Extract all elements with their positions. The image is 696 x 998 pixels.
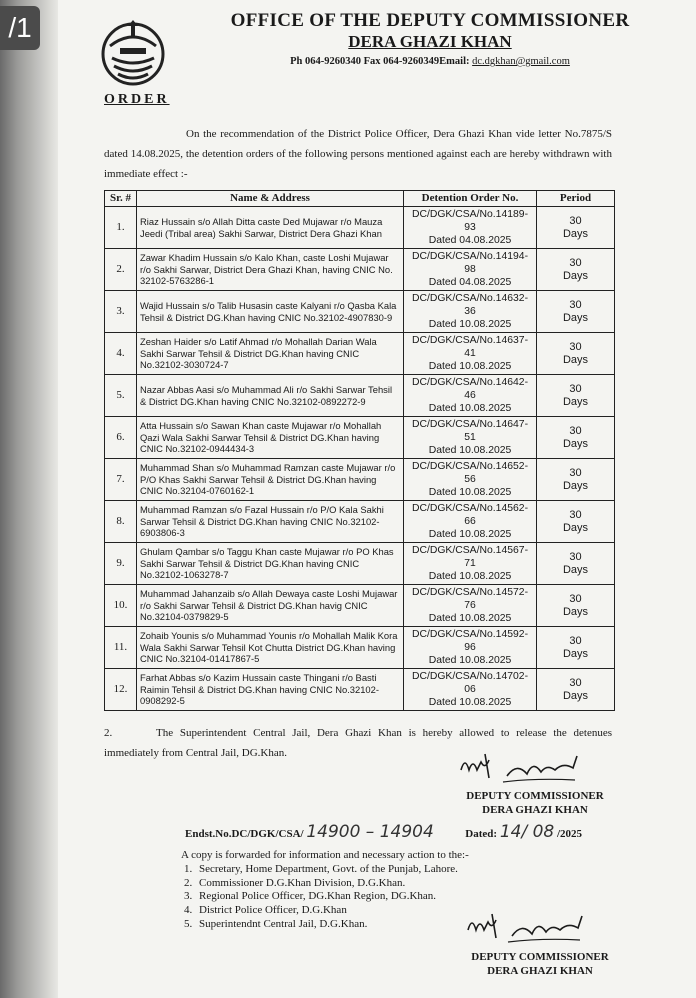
row-period-cell bbox=[537, 375, 615, 417]
row-period-unit: Days bbox=[562, 605, 589, 618]
row-sr: 8. bbox=[105, 501, 137, 543]
row-period-value: 30 bbox=[569, 634, 582, 647]
row-order-no: DC/DGK/CSA/No.14637-41 bbox=[411, 335, 529, 359]
row-order-date: Dated 04.08.2025 bbox=[428, 235, 512, 246]
row-name-address: Atta Hussain s/o Sawan Khan caste Mujawar r/o Mohallah Qazi Wala Sakhi Sarwar Tehsil & District DG.Khan having CNIC No.32102-0944434-3 bbox=[137, 417, 404, 459]
recipient-item: 1. Secretary, Home Department, Govt. of the Punjab, Lahore. bbox=[195, 863, 469, 877]
row-period-cell bbox=[537, 207, 615, 249]
table-row bbox=[105, 669, 615, 711]
row-order-cell bbox=[404, 543, 537, 585]
row-sr: 9. bbox=[105, 543, 137, 585]
row-period-value: 30 bbox=[569, 214, 582, 227]
recipient-item: 3. Regional Police Officer, DG.Khan Region, DG.Khan. bbox=[195, 890, 469, 904]
row-order-no: DC/DGK/CSA/No.14567-71 bbox=[411, 545, 529, 569]
row-order-date: Dated 10.08.2025 bbox=[428, 445, 512, 456]
endst-date-handwritten: 14/ 08 bbox=[499, 822, 555, 842]
row-name-address: Muhammad Jahanzaib s/o Allah Dewaya caste Loshi Mujawar r/o Sakhi Sarwar Tehsil & District DG.Khan havig CNIC No.32104-0379829-5 bbox=[137, 585, 404, 627]
para-number: 2. bbox=[104, 727, 113, 739]
signature-1-title: DEPUTY COMMISSIONER bbox=[466, 790, 604, 802]
table-row bbox=[105, 543, 615, 585]
row-period-unit: Days bbox=[562, 647, 589, 660]
row-period-value: 30 bbox=[569, 424, 582, 437]
letterhead bbox=[190, 10, 670, 67]
row-period-cell bbox=[537, 585, 615, 627]
row-period-cell bbox=[537, 333, 615, 375]
row-order-date: Dated 04.08.2025 bbox=[428, 277, 512, 288]
recipient-item: 5. Superintendnt Central Jail, D.G.Khan. bbox=[195, 918, 469, 932]
signature-2-district: DERA GHAZI KHAN bbox=[487, 965, 593, 977]
row-order-date: Dated 10.08.2025 bbox=[428, 403, 512, 414]
row-period-cell bbox=[537, 543, 615, 585]
district-title: DERA GHAZI KHAN bbox=[348, 32, 512, 51]
row-name-address: Muhammad Ramzan s/o Fazal Hussain r/o P/O Kala Sakhi Sarwar Tehsil & District DG.Khan having CNIC No.32102-6903806-3 bbox=[137, 501, 404, 543]
row-period-cell bbox=[537, 627, 615, 669]
detention-table bbox=[104, 190, 615, 711]
row-sr: 6. bbox=[105, 417, 137, 459]
endst-dated-label: Dated: bbox=[465, 828, 498, 840]
col-name: Name & Address bbox=[137, 191, 404, 207]
row-order-no: DC/DGK/CSA/No.14189-93 bbox=[411, 209, 529, 233]
row-sr: 11. bbox=[105, 627, 137, 669]
order-heading: ORDER bbox=[104, 92, 170, 107]
row-order-cell bbox=[404, 333, 537, 375]
row-period-cell bbox=[537, 501, 615, 543]
row-sr: 5. bbox=[105, 375, 137, 417]
row-order-date: Dated 10.08.2025 bbox=[428, 361, 512, 372]
row-order-date: Dated 10.08.2025 bbox=[428, 613, 512, 624]
row-sr: 4. bbox=[105, 333, 137, 375]
row-order-no: DC/DGK/CSA/No.14642-46 bbox=[411, 377, 529, 401]
row-period-unit: Days bbox=[562, 689, 589, 702]
row-sr: 10. bbox=[105, 585, 137, 627]
row-order-cell bbox=[404, 207, 537, 249]
table-header-row bbox=[105, 191, 615, 207]
row-order-no: DC/DGK/CSA/No.14572-76 bbox=[411, 587, 529, 611]
row-period-cell bbox=[537, 669, 615, 711]
forward-line: A copy is forwarded for information and necessary action to the:- bbox=[181, 849, 469, 861]
row-period-value: 30 bbox=[569, 298, 582, 311]
row-period-unit: Days bbox=[562, 563, 589, 576]
row-name-address: Muhammad Shan s/o Muhammad Ramzan caste Mujawar r/o P/O Khas Sakhi Sarwar Tehsil & District DG.Khan having CNIC No.32104-0760162-1 bbox=[137, 459, 404, 501]
row-name-address: Zeshan Haider s/o Latif Ahmad r/o Mohallah Darian Wala Sakhi Sarwar Tehsil & District DG.Khan having CNIC No.32102-3030724-7 bbox=[137, 333, 404, 375]
row-period-unit: Days bbox=[562, 395, 589, 408]
row-name-address: Wajid Hussain s/o Talib Husasin caste Kalyani r/o Qasba Kala Tehsil & District DG.Khan having CNIC No.32102-4907830-9 bbox=[137, 291, 404, 333]
row-period-value: 30 bbox=[569, 256, 582, 269]
row-period-unit: Days bbox=[562, 521, 589, 534]
row-period-unit: Days bbox=[562, 353, 589, 366]
row-order-date: Dated 10.08.2025 bbox=[428, 697, 512, 708]
table-row bbox=[105, 249, 615, 291]
row-order-cell bbox=[404, 249, 537, 291]
row-order-date: Dated 10.08.2025 bbox=[428, 655, 512, 666]
table-row bbox=[105, 207, 615, 249]
row-period-unit: Days bbox=[562, 479, 589, 492]
row-period-cell bbox=[537, 249, 615, 291]
row-sr: 1. bbox=[105, 207, 137, 249]
punjab-emblem-logo bbox=[100, 18, 166, 86]
endst-number-handwritten: 14900 – 14904 bbox=[306, 822, 434, 842]
row-name-address: Riaz Hussain s/o Allah Ditta caste Ded Mujawar r/o Mauza Jeedi (Tribal area) Sakhi Sarwar, District Dera Ghazi Khan bbox=[137, 207, 404, 249]
forward-section bbox=[181, 849, 469, 932]
row-name-address: Zawar Khadim Hussain s/o Kalo Khan, caste Loshi Mujawar r/o Sakhi Sarwar, District Dera Ghazi Khan, having CNIC No. 32102-5763286-1 bbox=[137, 249, 404, 291]
row-order-no: DC/DGK/CSA/No.14194-98 bbox=[411, 251, 529, 275]
col-order: Detention Order No. bbox=[404, 191, 537, 207]
endst-label: Endst.No.DC/DGK/CSA/ bbox=[185, 828, 304, 840]
page-indicator[interactable]: /1 bbox=[0, 6, 40, 50]
row-sr: 3. bbox=[105, 291, 137, 333]
recipient-item: 4. District Police Officer, D.G.Khan bbox=[195, 904, 469, 918]
recipient-list bbox=[181, 863, 469, 932]
row-period-unit: Days bbox=[562, 269, 589, 282]
row-name-address: Zohaib Younis s/o Muhammad Younis r/o Mohallah Malik Kora Wala Sakhi Sarwar Tehsil Kot Chutta District DG.Khan having CNIC No.32104-01417867-5 bbox=[137, 627, 404, 669]
recipient-item: 2. Commissioner D.G.Khan Division, D.G.Khan. bbox=[195, 877, 469, 891]
office-title: OFFICE OF THE DEPUTY COMMISSIONER bbox=[230, 10, 630, 31]
photo-edge-shadow bbox=[0, 0, 58, 998]
row-period-cell bbox=[537, 417, 615, 459]
row-order-date: Dated 10.08.2025 bbox=[428, 319, 512, 330]
row-order-no: DC/DGK/CSA/No.14632-36 bbox=[411, 293, 529, 317]
signature-2-scribble bbox=[462, 906, 592, 950]
row-period-value: 30 bbox=[569, 508, 582, 521]
contact-phones: Ph 064-9260340 Fax 064-9260349Email: bbox=[290, 56, 473, 67]
row-sr: 7. bbox=[105, 459, 137, 501]
row-name-address: Ghulam Qambar s/o Taggu Khan caste Mujawar r/o PO Khas Sakhi Sarwar Tehsil & District DG.Khan having CNIC No.32102-1063278-7 bbox=[137, 543, 404, 585]
contact-line bbox=[190, 56, 670, 67]
row-order-cell bbox=[404, 459, 537, 501]
row-order-cell bbox=[404, 501, 537, 543]
row-period-value: 30 bbox=[569, 466, 582, 479]
table-row bbox=[105, 501, 615, 543]
row-order-date: Dated 10.08.2025 bbox=[428, 487, 512, 498]
row-name-address: Nazar Abbas Aasi s/o Muhammad Ali r/o Sakhi Sarwar Tehsil & District DG.Khan having CNIC No.32102-0892272-9 bbox=[137, 375, 404, 417]
row-period-unit: Days bbox=[562, 227, 589, 240]
row-period-value: 30 bbox=[569, 592, 582, 605]
table-row bbox=[105, 417, 615, 459]
row-period-value: 30 bbox=[569, 550, 582, 563]
row-period-unit: Days bbox=[562, 437, 589, 450]
row-period-value: 30 bbox=[569, 676, 582, 689]
row-period-cell bbox=[537, 459, 615, 501]
row-period-unit: Days bbox=[562, 311, 589, 324]
row-period-value: 30 bbox=[569, 382, 582, 395]
table-row bbox=[105, 585, 615, 627]
signature-2-block bbox=[455, 950, 625, 978]
row-order-cell bbox=[404, 291, 537, 333]
table-row bbox=[105, 291, 615, 333]
endst-year: /2025 bbox=[556, 828, 583, 840]
signature-2-title: DEPUTY COMMISSIONER bbox=[471, 951, 609, 963]
table-row bbox=[105, 459, 615, 501]
signature-1-block bbox=[455, 789, 615, 817]
row-order-date: Dated 10.08.2025 bbox=[428, 529, 512, 540]
row-name-address: Farhat Abbas s/o Kazim Hussain caste Thingani r/o Basti Raimin Tehsil & District DG.Khan having CNIC No.32102-0908292-5 bbox=[137, 669, 404, 711]
col-sr: Sr. # bbox=[105, 191, 137, 207]
row-order-no: DC/DGK/CSA/No.14652-56 bbox=[411, 461, 529, 485]
row-sr: 12. bbox=[105, 669, 137, 711]
contact-email: dc.dgkhan@gmail.com bbox=[472, 56, 570, 67]
row-order-no: DC/DGK/CSA/No.14592-96 bbox=[411, 629, 529, 653]
endorsement-line bbox=[185, 822, 582, 842]
row-period-cell bbox=[537, 291, 615, 333]
row-order-no: DC/DGK/CSA/No.14647-51 bbox=[411, 419, 529, 443]
row-order-cell bbox=[404, 417, 537, 459]
row-order-no: DC/DGK/CSA/No.14702-06 bbox=[411, 671, 529, 695]
row-order-cell bbox=[404, 627, 537, 669]
table-row bbox=[105, 375, 615, 417]
intro-paragraph: On the recommendation of the District Police Officer, Dera Ghazi Khan vide letter No.7875/S dated 14.08.2025, the detention orders of the following persons mentioned against each are hereby withdrawn with immediate effect :- bbox=[104, 128, 612, 180]
table-row bbox=[105, 333, 615, 375]
row-order-cell bbox=[404, 375, 537, 417]
signature-1-district: DERA GHAZI KHAN bbox=[482, 804, 588, 816]
row-order-date: Dated 10.08.2025 bbox=[428, 571, 512, 582]
table-row bbox=[105, 627, 615, 669]
row-sr: 2. bbox=[105, 249, 137, 291]
signature-1-scribble bbox=[455, 748, 585, 792]
col-period: Period bbox=[537, 191, 615, 207]
para-text: The Superintendent Central Jail, Dera Ghazi Khan is hereby allowed to release the detenues immediately from Central Jail, DG.Khan. bbox=[104, 727, 612, 759]
row-order-cell bbox=[404, 669, 537, 711]
row-period-value: 30 bbox=[569, 340, 582, 353]
row-order-no: DC/DGK/CSA/No.14562-66 bbox=[411, 503, 529, 527]
row-order-cell bbox=[404, 585, 537, 627]
